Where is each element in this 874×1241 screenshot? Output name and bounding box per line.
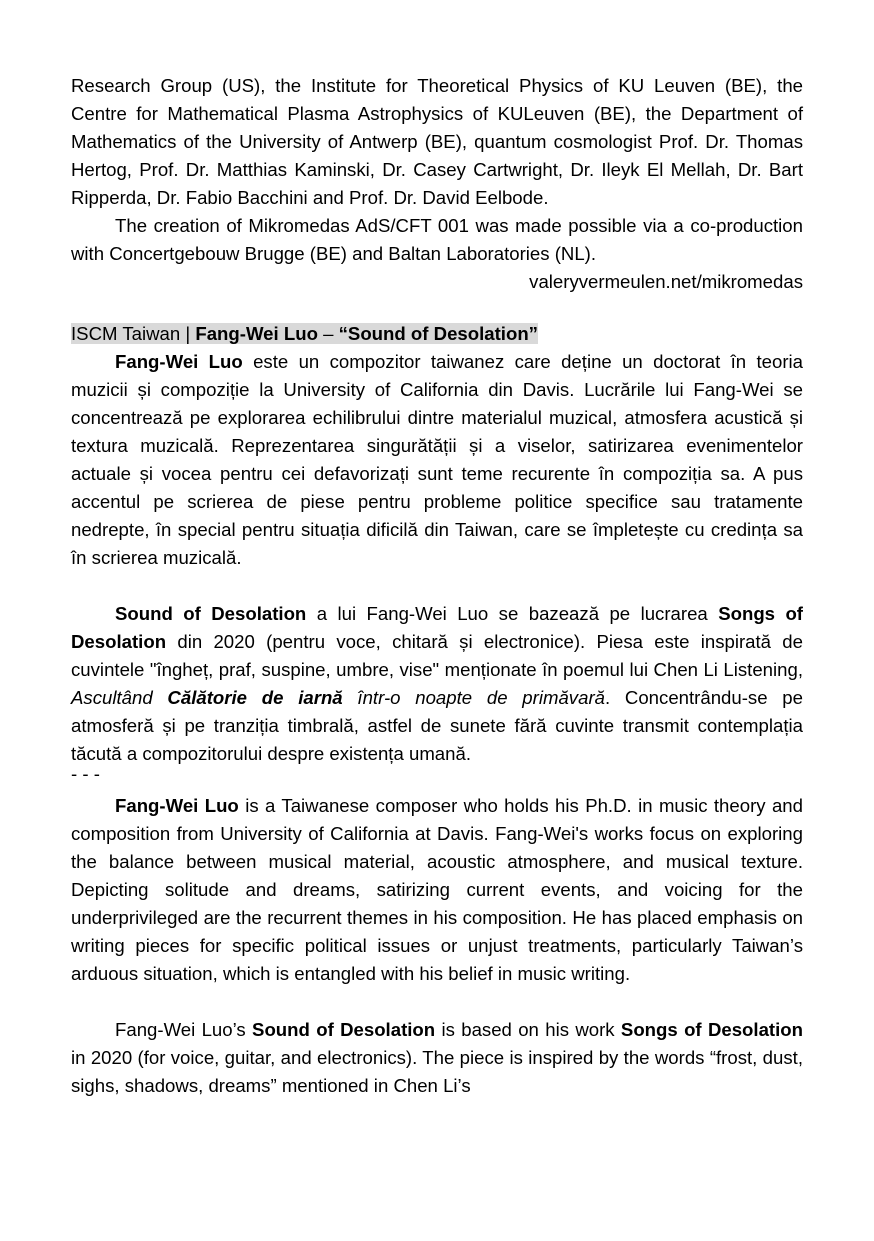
website-link[interactable]: valeryvermeulen.net/mikromedas (529, 271, 803, 292)
page-content (71, 72, 803, 1100)
paragraph-bio-en (71, 792, 803, 988)
work-en-source: Songs of Desolation (620, 1019, 803, 1040)
heading-composer: Fang-Wei Luo (195, 323, 318, 344)
work-ro-italic-1: Ascultând (71, 687, 168, 708)
work-ro-text-2: din 2020 (pentru voce, chitară și electronice). Piesa este inspirată de cuvintele "îngheț, praf, suspine, umbre, vise" menționate în poemul lui Chen Li Listening, (71, 631, 803, 680)
work-ro-bold-italic: Călătorie de iarnă (167, 687, 343, 708)
work-ro-source: Songs of Desolation (71, 603, 803, 652)
paragraph-collaborators: Research Group (US), the Institute for Theoretical Physics of KU Leuven (BE), the Centre for Mathematical Plasma Astrophysics of KULeuven (BE), the Department of Mathematics of the University of Antwerp (BE), quantum cosmologist Prof. Dr. Thomas Hertog, Prof. Dr. Matthias Kaminski, Dr. Casey Cartwright, Dr. Ileyk El Mellah, Dr. Bart Ripperda, Dr. Fabio Bacchini and Prof. Dr. David Eelbode. (71, 75, 803, 208)
work-en-text-2: in 2020 (for voice, guitar, and electronics). The piece is inspired by the words “frost, dust, sighs, shadows, dreams” mentioned in Chen Li’s (71, 1047, 803, 1096)
paragraph-bio-ro (71, 348, 803, 572)
separator: - - - (71, 763, 100, 784)
paragraph-work-en (71, 1016, 803, 1100)
bio-ro-text: este un compozitor taiwanez care deține un doctorat în teoria muzicii și compoziție la University of California din Davis. Lucrările lui Fang-Wei se concentrează pe explorarea echilibrului dintre materialul muzical, atmosfera acustică și textura muzicală. Reprezentarea singurătății și a viselor, satirizarea evenimentelor actuale și vocea pentru cei defavorizați sunt teme recurente în compoziția sa. A pus accentul pe scrierea de piese pentru probleme politice specifice sau tratamente nedrepte, în special pentru situația dificilă din Taiwan, care se împletește cu credința sa în scrierea muzicală. (71, 351, 803, 568)
heading-prefix: ISCM Taiwan | (71, 323, 196, 344)
heading-dash: – (317, 323, 339, 344)
work-ro-text-1: a lui Fang-Wei Luo se bazează pe lucrarea (306, 603, 719, 624)
work-en-title: Sound of Desolation (252, 1019, 436, 1040)
work-en-text-0: Fang-Wei Luo’s (115, 1019, 253, 1040)
bio-en-text: is a Taiwanese composer who holds his Ph.D. in music theory and composition from University of California at Davis. Fang-Wei's works focus on exploring the balance between musical material, acoustic atmosphere, and musical texture. Depicting solitude and dreams, satirizing current events, and voicing for the underprivileged are the recurrent themes in his composition. He has placed emphasis on writing pieces for specific political issues or unjust treatments, particularly Taiwan’s arduous situation, which is entangled with his belief in music writing. (71, 795, 803, 984)
work-en-text-1: is based on his work (435, 1019, 621, 1040)
bio-ro-name: Fang-Wei Luo (115, 351, 243, 372)
section-heading (71, 320, 803, 348)
heading-title: “Sound of Desolation” (338, 323, 538, 344)
heading-highlight (71, 323, 538, 344)
paragraph-work-ro (71, 600, 803, 768)
work-ro-title: Sound of Desolation (115, 603, 307, 624)
bio-en-name: Fang-Wei Luo (115, 795, 239, 816)
work-ro-text-3: . Concentrându-se pe atmosferă și pe tranziția timbrală, astfel de sunete fără cuvinte transmit contemplația tăcută a compozitorului despre existența umană. (71, 687, 803, 764)
paragraph-coproduction: The creation of Mikromedas AdS/CFT 001 was made possible via a co-production with Concertgebouw Brugge (BE) and Baltan Laboratories (NL). (71, 215, 803, 264)
work-ro-italic-2: într-o noapte de primăvară (342, 687, 605, 708)
